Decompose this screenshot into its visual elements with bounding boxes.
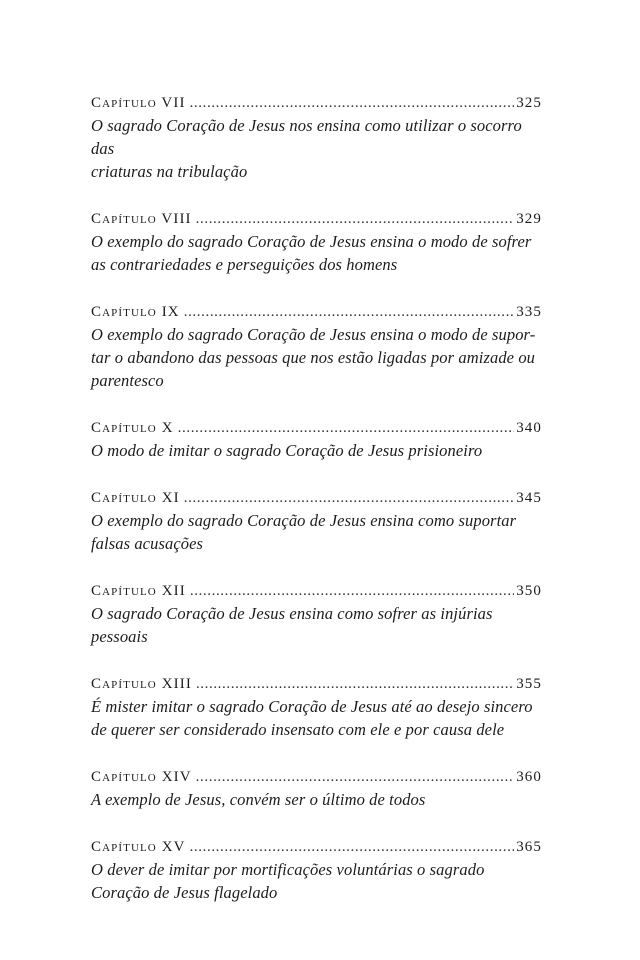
description-line: É mister imitar o sagrado Coração de Jesus até ao desejo sincero (91, 697, 533, 716)
dot-leader (196, 208, 515, 230)
chapter-description (91, 114, 542, 183)
table-of-contents (91, 92, 542, 929)
description-line: O exemplo do sagrado Coração de Jesus ensina como suportar (91, 511, 517, 530)
page-number: 350 (516, 583, 542, 599)
chapter-description (91, 509, 542, 555)
toc-entry-chapter-9[interactable] (91, 301, 542, 392)
toc-entry-chapter-8[interactable] (91, 208, 542, 276)
chapter-label: Capítulo VII (91, 95, 186, 111)
description-line: Coração de Jesus flagelado (91, 883, 278, 902)
description-line: falsas acusações (91, 534, 204, 553)
chapter-description (91, 439, 542, 462)
chapter-label: Capítulo IX (91, 304, 180, 320)
page-number: 329 (516, 211, 542, 227)
page-number: 355 (516, 676, 542, 692)
page-number: 360 (516, 769, 542, 785)
toc-entry-heading (91, 766, 542, 788)
toc-entry-heading (91, 301, 542, 323)
dot-leader (196, 673, 514, 695)
chapter-description (91, 788, 542, 811)
chapter-description (91, 230, 542, 276)
toc-entry-chapter-14[interactable] (91, 766, 542, 811)
dot-leader (190, 92, 515, 114)
dot-leader (196, 766, 515, 788)
dot-leader (190, 580, 514, 602)
toc-entry-heading (91, 580, 542, 602)
toc-entry-chapter-11[interactable] (91, 487, 542, 555)
description-line: O exemplo do sagrado Coração de Jesus ensina o modo de sofrer (91, 232, 532, 251)
page-number: 345 (516, 490, 542, 506)
toc-entry-heading (91, 208, 542, 230)
toc-entry-heading (91, 417, 542, 439)
dot-leader (184, 487, 514, 509)
page-number: 365 (516, 839, 542, 855)
chapter-label: Capítulo X (91, 420, 174, 436)
toc-entry-heading (91, 836, 542, 858)
chapter-description (91, 602, 542, 648)
chapter-label: Capítulo XI (91, 490, 180, 506)
toc-entry-chapter-7[interactable] (91, 92, 542, 183)
toc-entry-heading (91, 673, 542, 695)
toc-entry-heading (91, 92, 542, 114)
description-line: tar o abandono das pessoas que nos estão ligadas por amizade ou (91, 348, 536, 367)
toc-entry-chapter-15[interactable] (91, 836, 542, 904)
description-line: parentesco (91, 371, 164, 390)
page-number: 335 (516, 304, 542, 320)
toc-entry-chapter-12[interactable] (91, 580, 542, 648)
description-line: de querer ser considerado insensato com ele e por causa dele (91, 720, 505, 739)
page-number: 340 (516, 420, 542, 436)
chapter-label: Capítulo XII (91, 583, 186, 599)
description-line: criaturas na tribulação (91, 162, 248, 181)
chapter-label: Capítulo XIV (91, 769, 192, 785)
description-line: O sagrado Coração de Jesus ensina como sofrer as injúrias pessoais (91, 604, 493, 646)
page-number: 325 (516, 95, 542, 111)
description-line: O dever de imitar por mortificações voluntárias o sagrado (91, 860, 485, 879)
description-line: A exemplo de Jesus, convém ser o último de todos (91, 790, 426, 809)
toc-entry-heading (91, 487, 542, 509)
description-line: O modo de imitar o sagrado Coração de Jesus prisioneiro (91, 441, 483, 460)
description-line: O sagrado Coração de Jesus nos ensina como utilizar o socorro das (91, 116, 522, 158)
toc-entry-chapter-13[interactable] (91, 673, 542, 741)
dot-leader (190, 836, 515, 858)
dot-leader (184, 301, 514, 323)
description-line: as contrariedades e perseguições dos homens (91, 255, 398, 274)
chapter-description (91, 858, 542, 904)
chapter-label: Capítulo XV (91, 839, 186, 855)
dot-leader (178, 417, 515, 439)
chapter-description (91, 695, 542, 741)
chapter-label: Capítulo VIII (91, 211, 192, 227)
chapter-label: Capítulo XIII (91, 676, 192, 692)
chapter-description (91, 323, 542, 392)
toc-entry-chapter-10[interactable] (91, 417, 542, 462)
description-line: O exemplo do sagrado Coração de Jesus ensina o modo de supor- (91, 325, 536, 344)
